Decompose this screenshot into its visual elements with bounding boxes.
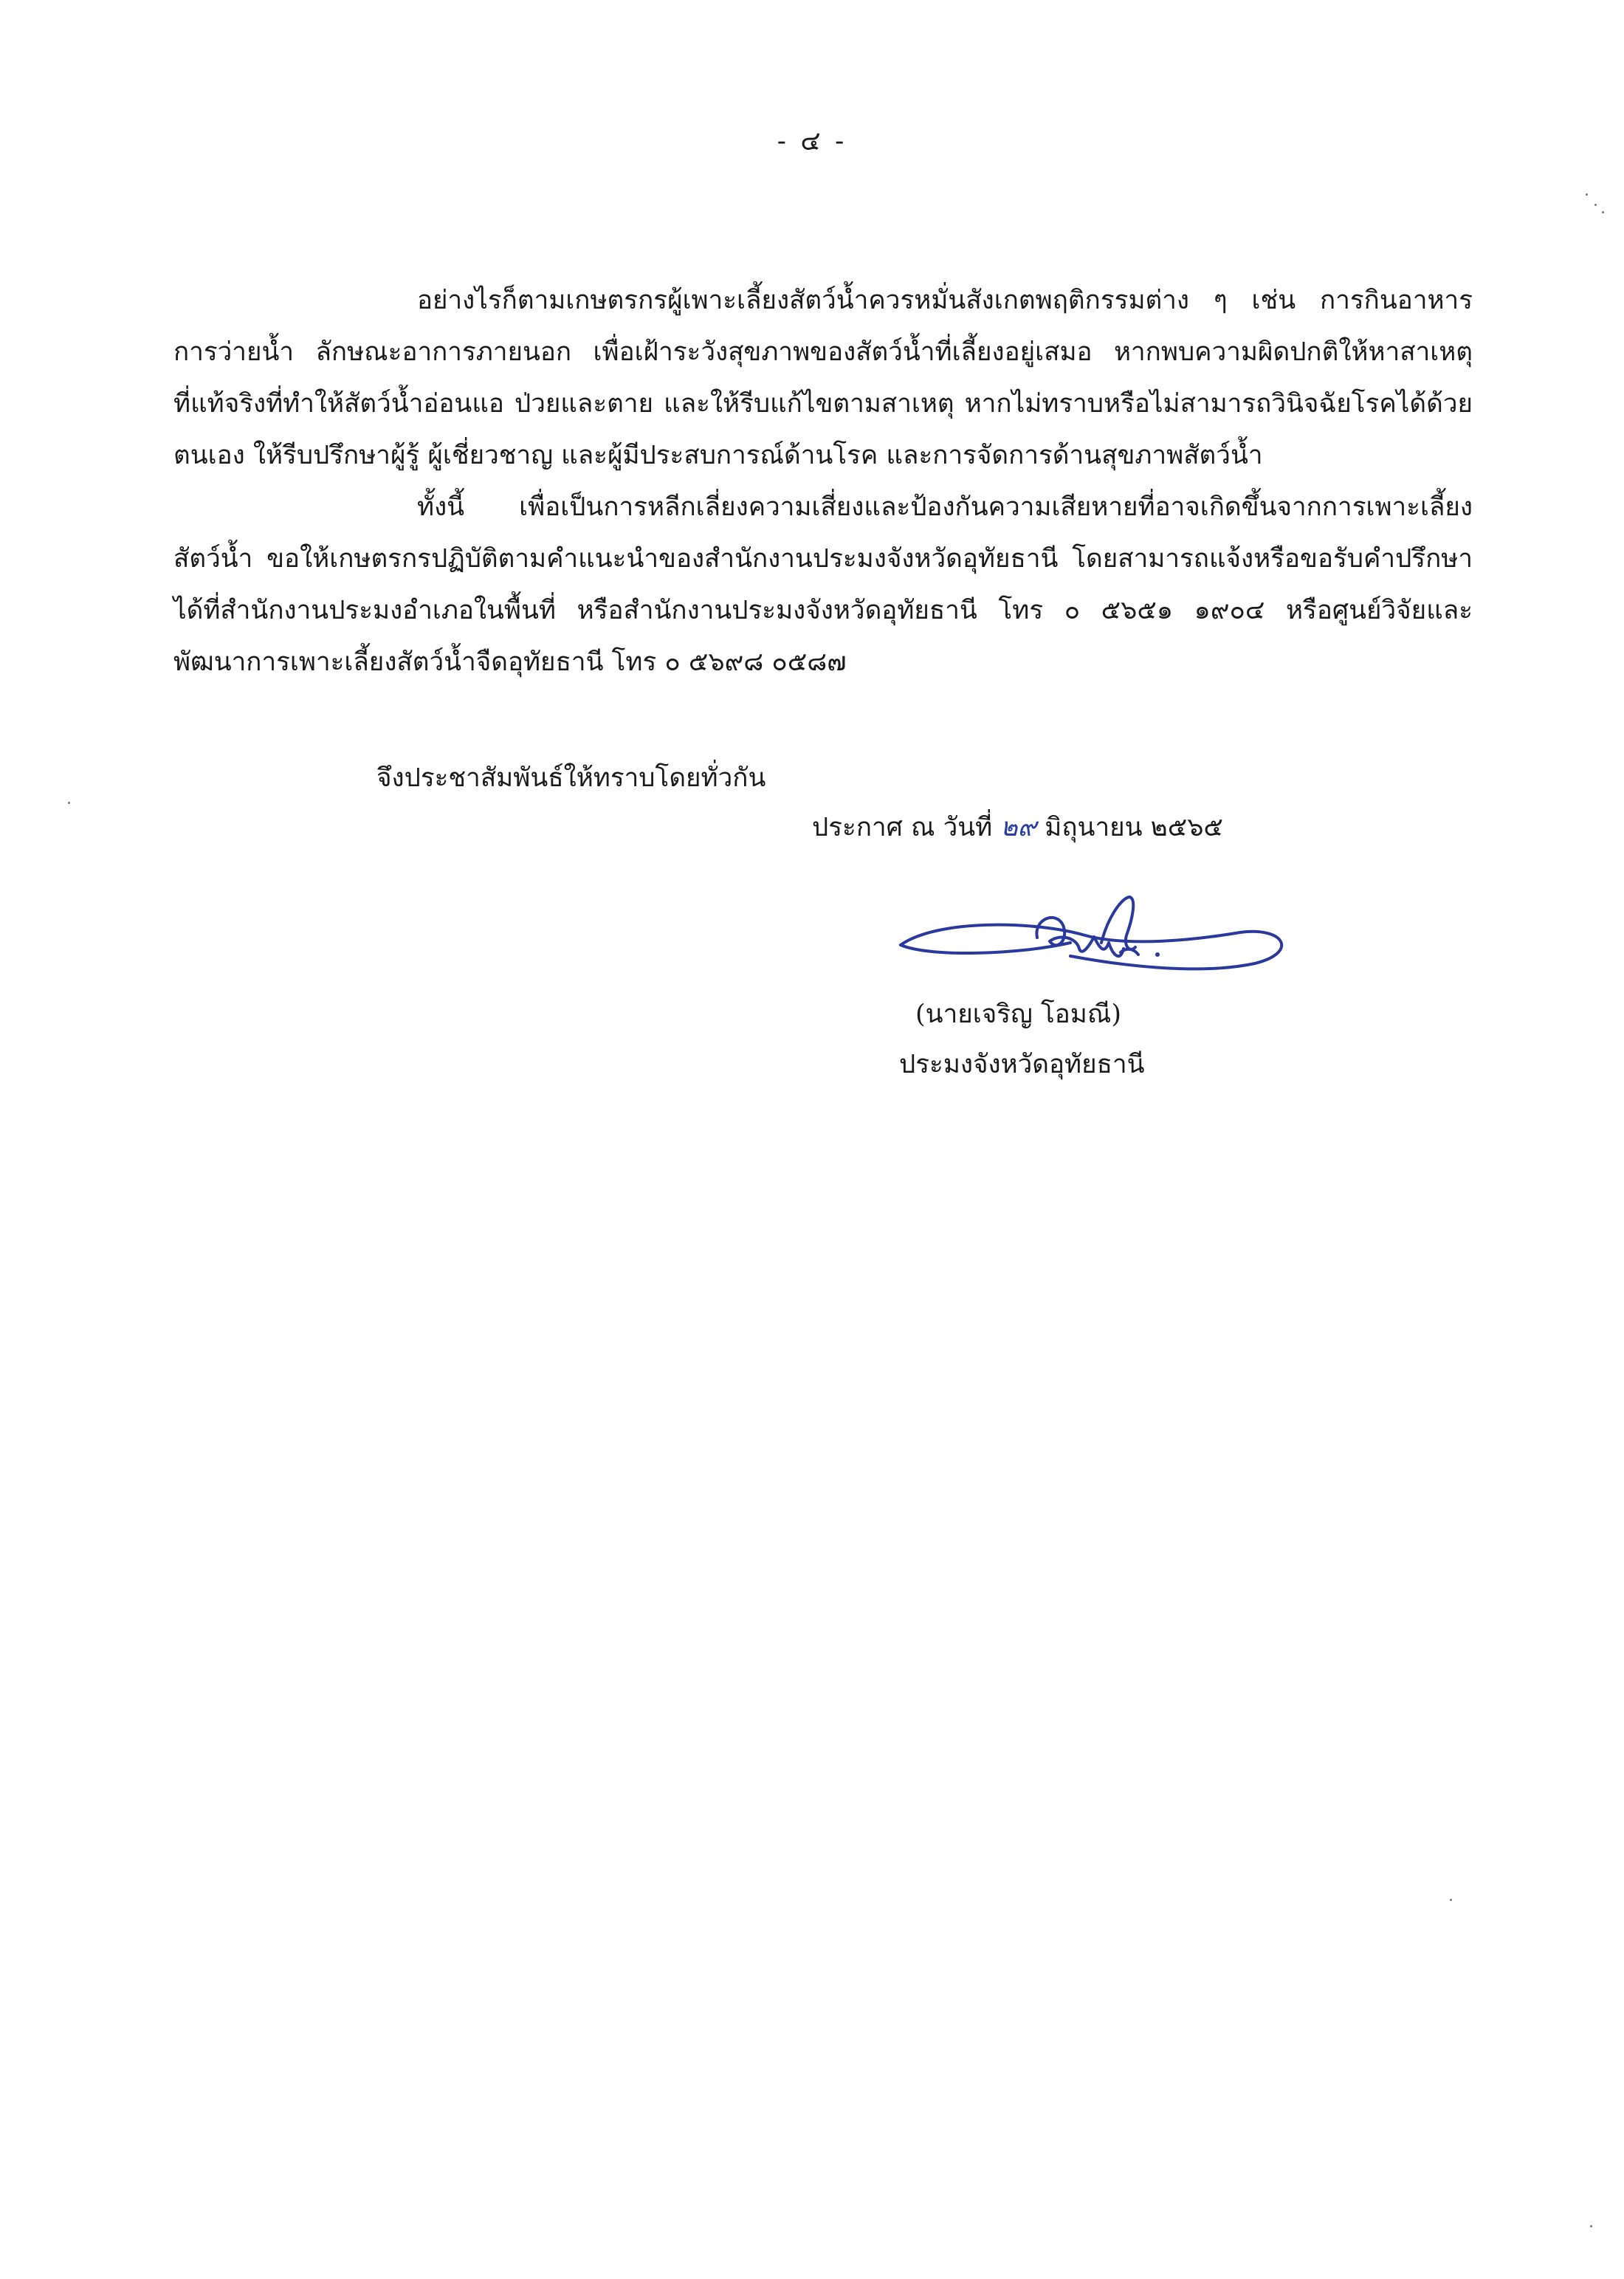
paragraph-monitoring: อย่างไรก็ตามเกษตรกรผู้เพาะเลี้ยงสัตว์น้ำควรหมั่นสังเกตพฤติกรรมต่าง ๆ เช่น การกินอาหาร การว่ายน้ำ ลักษณะอาการภายนอก เพื่อเฝ้าระวังสุขภาพของสัตว์น้ำที่เลี้ยงอยู่เสมอ หากพบความผิดปกติให้หาสาเหตุที่แท้จริงที่ทำให้สัตว์น้ำอ่อนแอ ป่วยและตาย และให้รีบแก้ไขตามสาเหตุ หากไม่ทราบหรือไม่สามารถวินิจฉัยโรคได้ด้วยตนเอง ให้รีบปรึกษาผู้รู้ ผู้เชี่ยวชาญ และผู้มีประสบการณ์ด้านโรค และการจัดการด้านสุขภาพสัตว์น้ำ: [173, 286, 1473, 470]
scan-speck: [1602, 211, 1604, 213]
closing-statement: จึงประชาสัมพันธ์ให้ทราบโดยทั่วกัน: [376, 763, 766, 793]
paragraph-contact: ทั้งนี้ เพื่อเป็นการหลีกเลี่ยงความเสี่ยงและป้องกันความเสียหายที่อาจเกิดขึ้นจากการเพาะเลี้ยงสัตว์น้ำ ขอให้เกษตรกรปฏิบัติตามคำแนะนำของสำนักงานประมงจังหวัดอุทัยธานี โดยสามารถแจ้งหรือขอรับคำปรึกษาได้ที่สำนักงานประมงอำเภอในพื้นที่ หรือสำนักงานประมงจังหวัดอุทัยธานี โทร ๐ ๕๖๕๑ ๑๙๐๔ หรือศูนย์วิจัยและพัฒนาการเพาะเลี้ยงสัตว์น้ำจืดอุทัยธานี โทร ๐ ๕๖๙๘ ๐๕๘๗: [173, 492, 1473, 677]
signer-name: (นายเจริญ โอมณี): [915, 1000, 1121, 1029]
date-prefix: ประกาศ ณ วันที่: [812, 813, 993, 842]
signer-title: ประมงจังหวัดอุทัยธานี: [899, 1050, 1145, 1079]
date-month-year: มิถุนายน ๒๕๖๕: [1045, 813, 1223, 842]
scan-speck: [1594, 204, 1597, 206]
body-text: [173, 275, 1473, 688]
scan-speck: [68, 802, 70, 804]
scan-speck: [1590, 2225, 1592, 2227]
scan-speck: [1586, 193, 1588, 196]
handwritten-signature: [886, 875, 1299, 1000]
announcement-date: [812, 810, 1223, 845]
scan-speck: [1450, 1899, 1452, 1901]
page-number: - ๔ -: [777, 126, 847, 157]
date-day: ๒๙: [1000, 813, 1037, 842]
